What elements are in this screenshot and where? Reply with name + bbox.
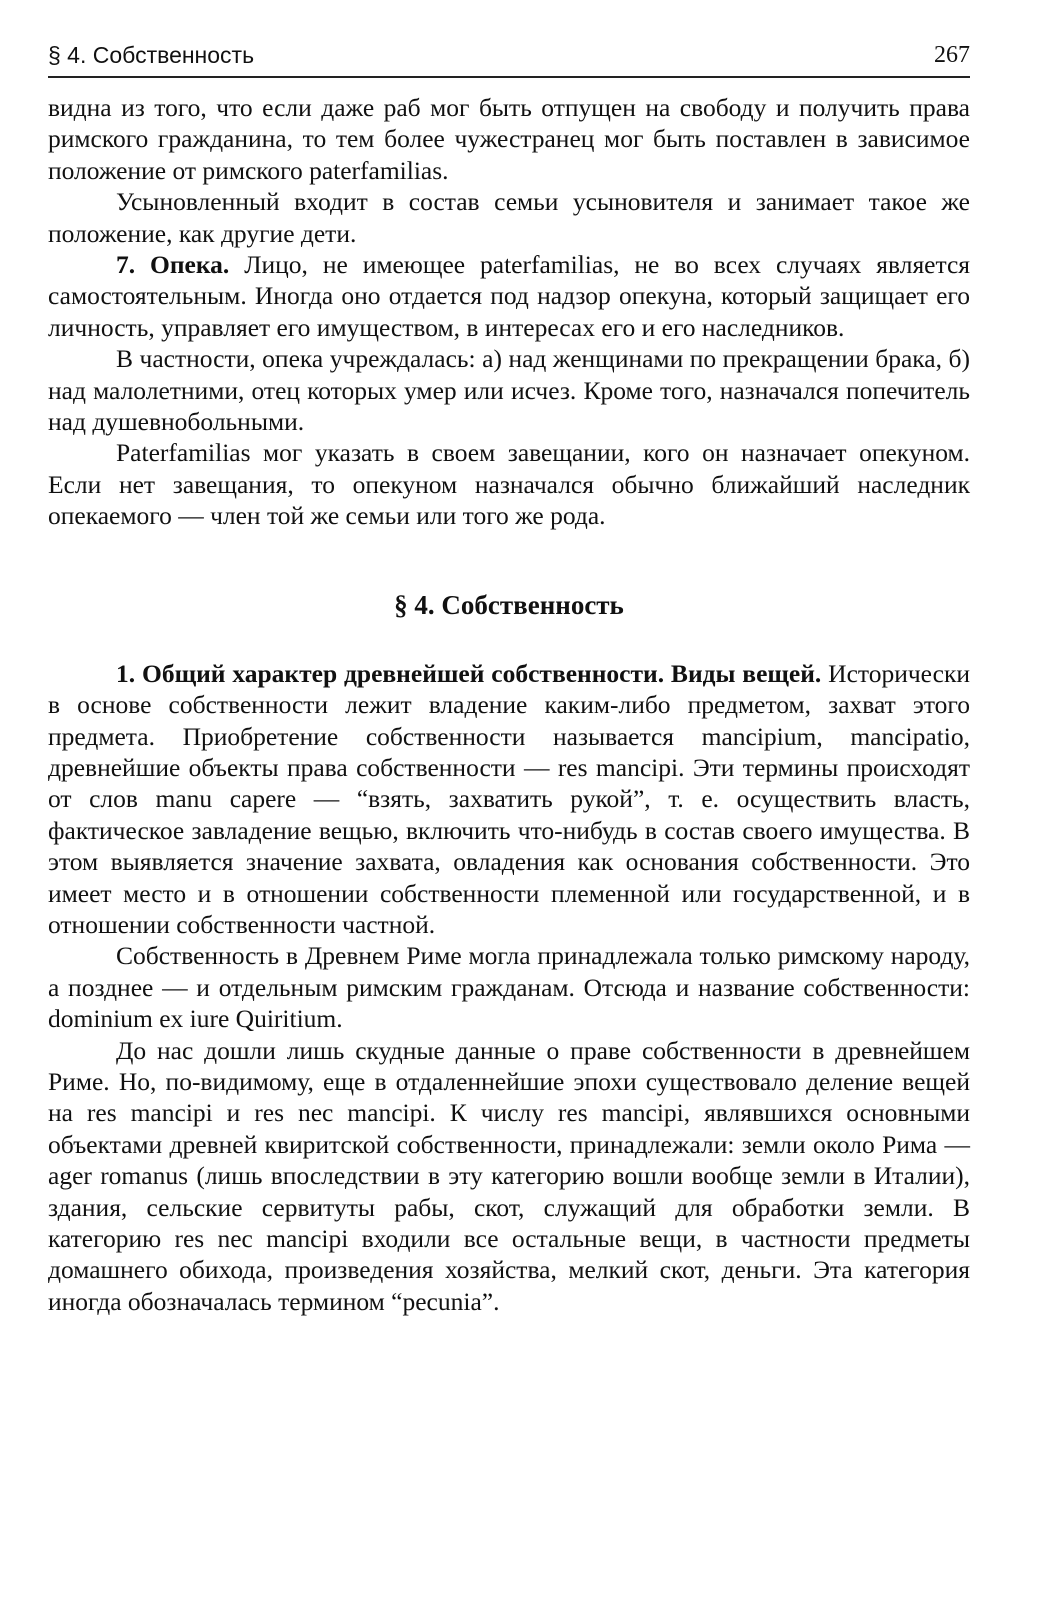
paragraph-text: Исторически в основе собственности лежит владение каким-либо предметом, захват этого предмета. Приобретение собственности называется mancipium, mancipatio, древнейшие объекты права собственности — res mancipi. Эти термины происходят от слов manu capere — “взять, захватить рукой”, т. е. осуществить власть, фактическое завладение вещью, включить что-нибудь в состав своего имущества. В этом выявляется значение захвата, овладения как основания собственности. Это имеет место и в отношении собственности племенной или государственной, и в отношении собственности частной.	[48, 658, 970, 939]
page-number: 267	[934, 42, 970, 68]
book-page	[48, 40, 970, 1317]
paragraph	[48, 437, 970, 531]
running-header	[48, 40, 970, 78]
paragraph-text: Лицо, не имеющее paterfamilias, не во всех случаях является самостоятельным. Иногда оно отдается под надзор опекуна, который защищает его личность, управляет его имуществом, в интересах его и его наследников.	[48, 250, 970, 342]
paragraph-guardianship	[48, 249, 970, 343]
paragraph-lead: 7. Опека.	[116, 250, 230, 280]
paragraph	[48, 1035, 970, 1318]
section-heading: § 4. Собственность	[394, 589, 624, 620]
paragraph-text: Собственность в Древнем Риме могла принадлежала только римскому народу, а позднее — и отдельным римским гражданам. Отсюда и название собственности: dominium ex iure Quiritium.	[48, 941, 970, 1034]
paragraph-text: видна из того, что если даже раб мог быть отпущен на свободу и получить права римского гражданина, то тем более чужестранец мог быть поставлен в зависимое положение от римского paterfamilias.	[48, 93, 970, 185]
paragraph-continuation	[48, 92, 970, 186]
paragraph-text: В частности, опека учреждалась: а) над женщинами по прекращении брака, б) над малолетними, отец которых умер или исчез. Кроме того, назначался попечитель над душевнобольными.	[48, 344, 970, 437]
paragraph-lead: 1. Общий характер древнейшей собственности. Виды вещей.	[116, 658, 822, 688]
paragraph	[48, 186, 970, 249]
running-header-title: § 4. Собственность	[48, 42, 255, 68]
body-text	[48, 92, 970, 1317]
paragraph	[48, 940, 970, 1034]
paragraph-text: До нас дошли лишь скудные данные о праве собственности в древнейшем Риме. Но, по-видимому, еще в отдаленнейшие эпохи существовало деление вещей на res mancipi и res nec mancipi. К числу res mancipi, являвшихся основными объектами древней квиритской собственности, принадлежали: земли около Рима — ager romanus (лишь впоследствии в эту категорию вошли вообще земли в Италии), здания, сельские сервитуты рабы, скот, служащий для обработки земли. В категорию res nec mancipi входили все остальные вещи, в частности предметы домашнего обихода, произведения хозяйства, мелкий скот, деньги. Эта категория иногда обозначалась термином “pecunia”.	[48, 1035, 970, 1316]
paragraph	[48, 343, 970, 437]
paragraph-text: Усыновленный входит в состав семьи усыновителя и занимает такое же положение, как другие дети.	[48, 187, 970, 248]
paragraph-property-character	[48, 658, 970, 941]
paragraph-text: Paterfamilias мог указать в своем завещании, кого он назначает опекуном. Если нет завещания, то опекуном назначался обычно ближайший наследник опекаемого — член той же семьи или того же рода.	[48, 438, 970, 531]
